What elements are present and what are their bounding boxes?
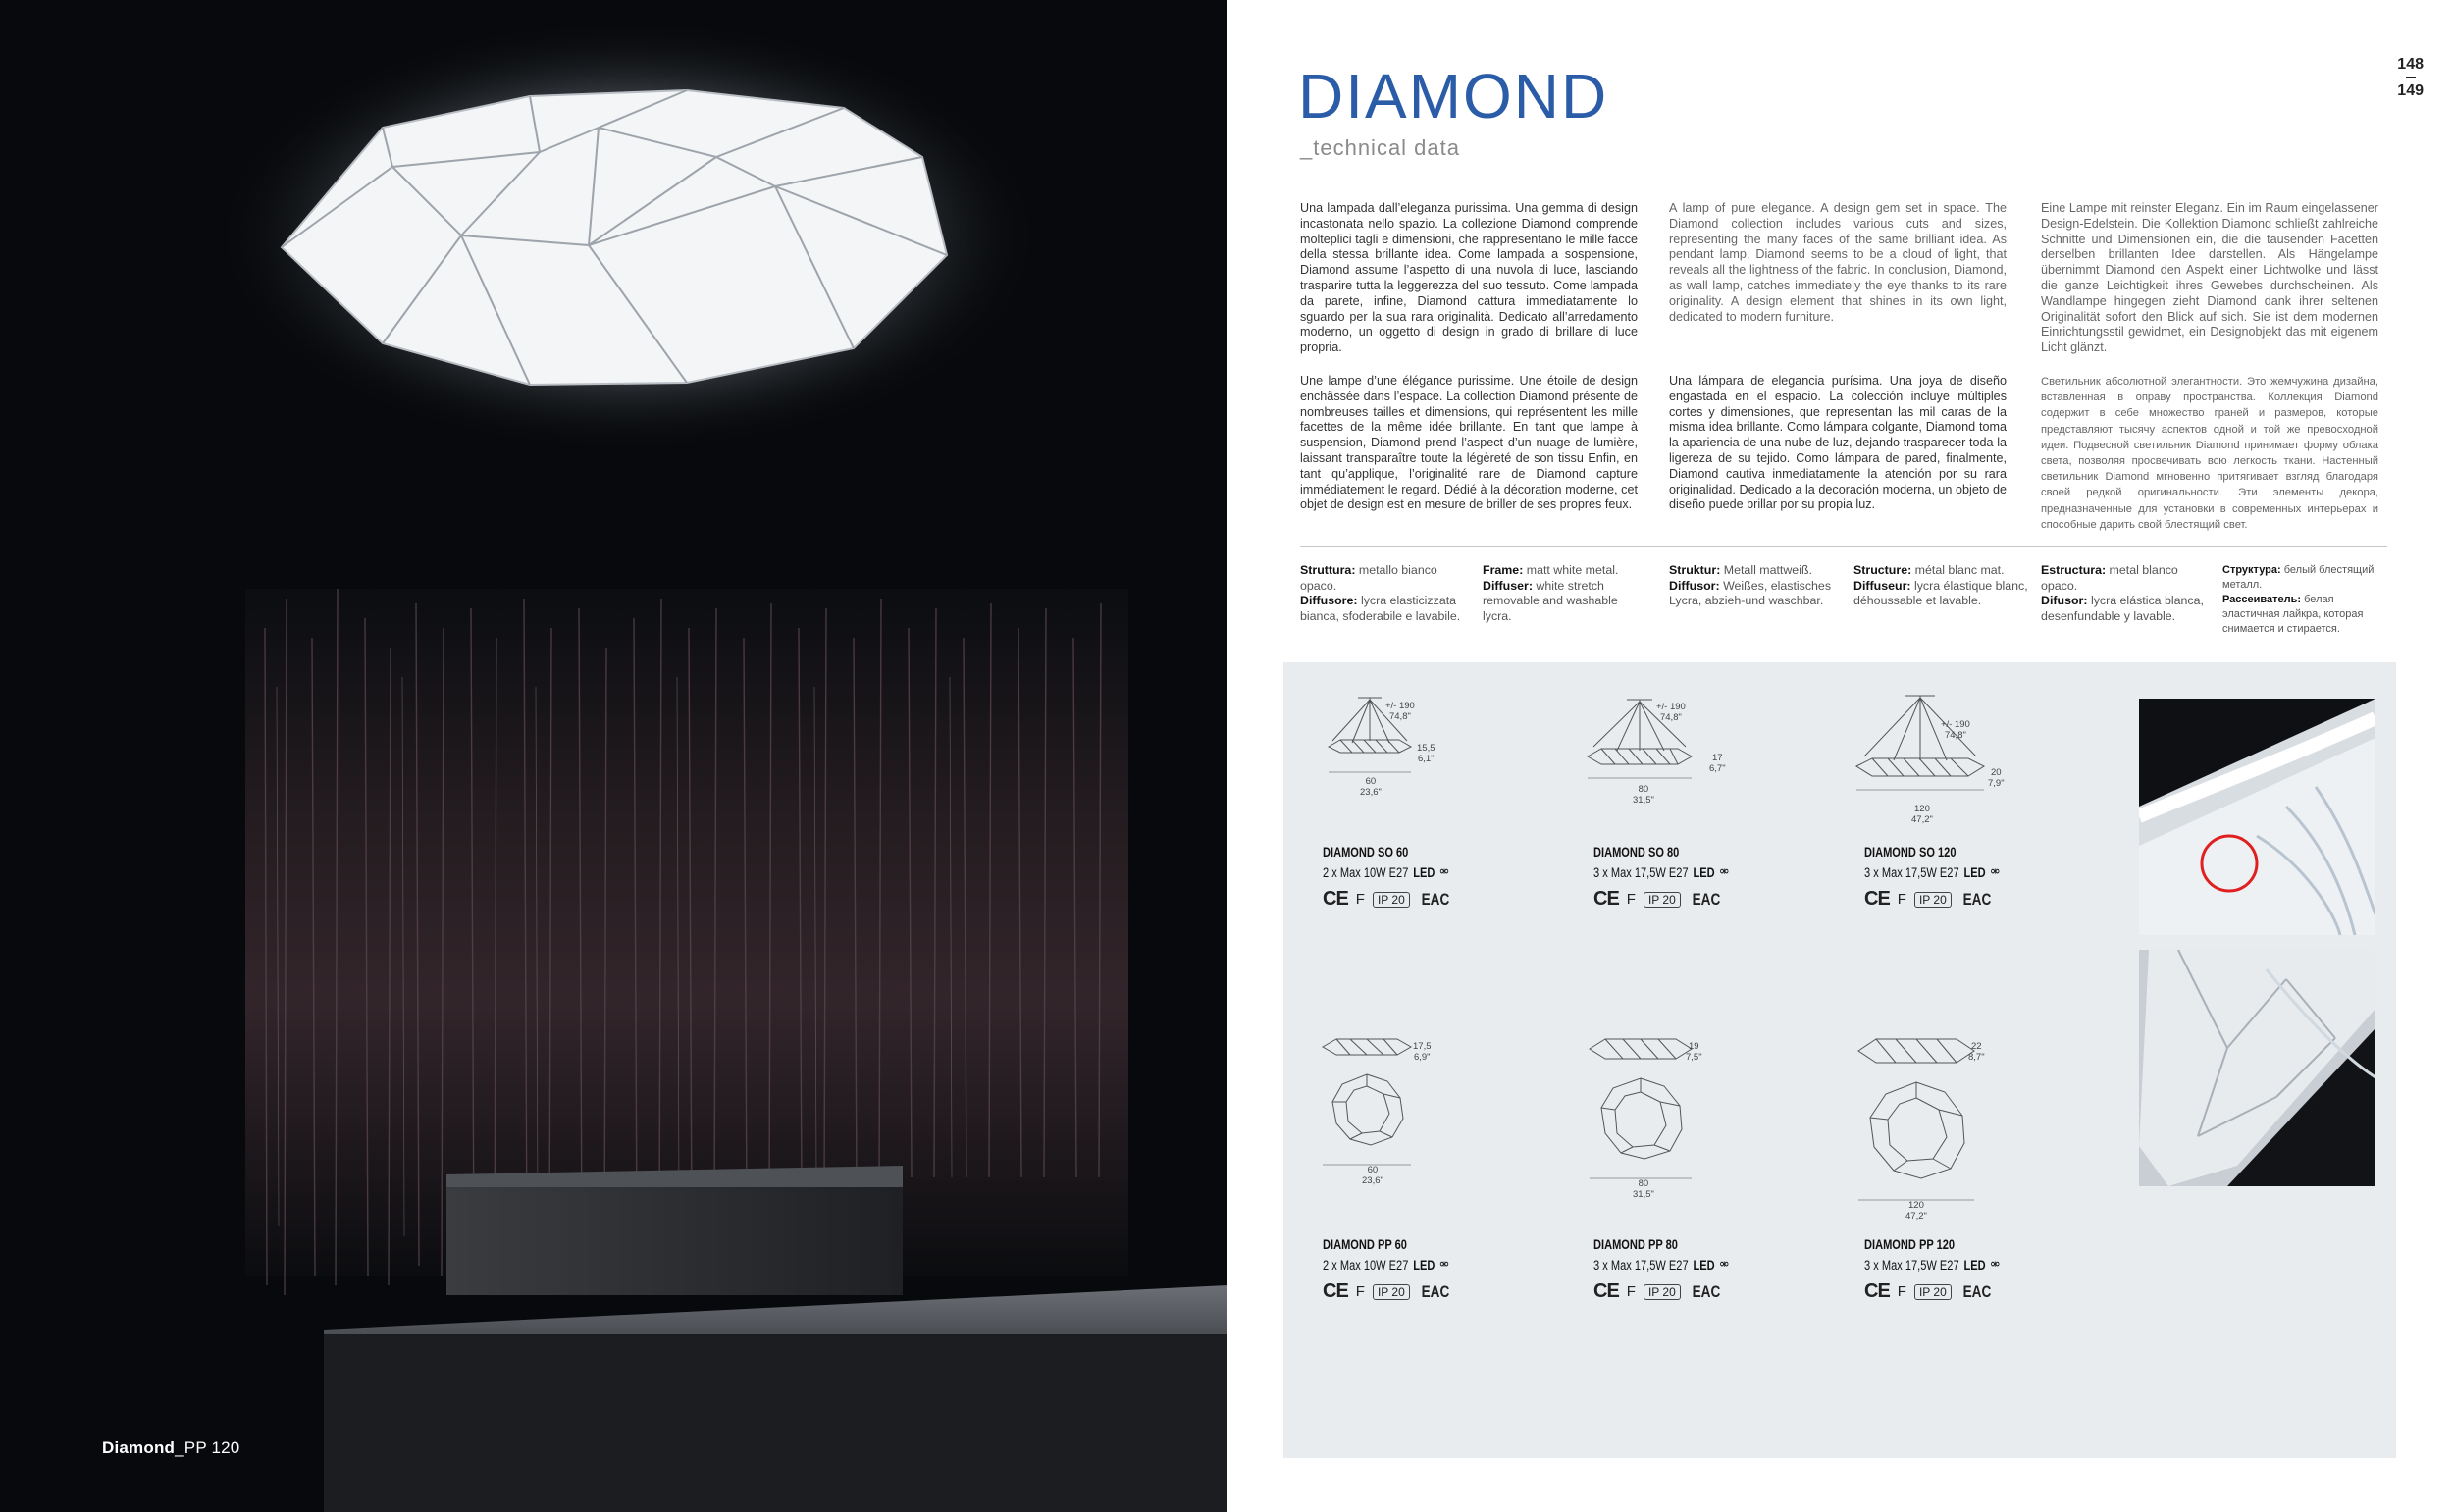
photo-caption: Diamond_PP 120 bbox=[102, 1438, 240, 1457]
product-pp120 bbox=[1864, 1237, 2029, 1303]
description-italian: Una lampada dall’eleganza purissima. Una gemma di design incastonata nello spazio. La collezione Diamond comprende molteplici tagli e dimensioni, che rappresentano le mille facce della stessa brillante idea. Come lampada a sospensione, Diamond assume l’aspetto di una nuvola di luce, lasciando trasparire tutta la leggerezza del suo tessuto. Come lampada da parete, infine, Diamond cattura immediatamente lo sguardo per la sua rara originalità. Dedicato all’arredamento moderno, un oggetto di design in grado di brillare di luce propria. bbox=[1300, 201, 1638, 355]
product-name: DIAMOND SO 80 bbox=[1593, 845, 1680, 860]
page-title: DIAMOND bbox=[1298, 61, 1609, 131]
f-mark-icon: F bbox=[1626, 1283, 1636, 1300]
bulb-icon: ⚮ bbox=[1990, 1257, 2000, 1272]
certification-marks: CE F IP 20 EAC bbox=[1323, 1280, 1450, 1302]
product-pp80 bbox=[1593, 1237, 1758, 1303]
so80-drawing bbox=[1578, 692, 1715, 790]
materials-spanish: Estructura: metal blanco opaco. Difusor: lycra elástica blanca, desenfundable y lavable. bbox=[2041, 563, 2204, 623]
product-name: DIAMOND PP 120 bbox=[1864, 1237, 1956, 1252]
bulb-icon: ⚮ bbox=[1990, 864, 2000, 879]
description-english: A lamp of pure elegance. A design gem set in space. The Diamond collection includes various cuts and sizes, representing the many faces of the same brilliant idea. As pendant lamp, Diamond seems to be a cloud of light, that reveals all the lightness of the fabric. In conclusion, Diamond, as wall lamp, catches immediately the eye thanks to its rare originality. A design element that shines in its own light, dedicated to modern furniture. bbox=[1669, 201, 2007, 324]
f-mark-icon: F bbox=[1355, 1283, 1365, 1300]
detail-photo-clip bbox=[2139, 699, 2375, 935]
product-so80 bbox=[1593, 845, 1758, 911]
certification-marks: CE F IP 20 EAC bbox=[1864, 1280, 1992, 1302]
description-german: Eine Lampe mit reinster Eleganz. Ein im Raum eingelassener Design-Edelstein. Die Kollektion Diamond schließt zahlreiche Schnitte und Dimensionen ein, die die tausenden Facetten derselben brillanten Idee darstellen. Als Hängelampe übernimmt Diamond den Aspekt einer Lichtwolke und lässt die ganze Leichtigkeit ihres Gewebes durchscheinen. Als Wandlampe hingegen zieht Diamond dank ihrer seltenen Originalität sofort den Blick auf sich. Sie ist dem modernen Einrichtungsstil gewidmet, ein Designobjekt das mit eigenem Licht glänzt. bbox=[2041, 201, 2378, 355]
f-mark-icon: F bbox=[1355, 891, 1365, 908]
detail-photo-edge bbox=[2139, 950, 2375, 1186]
product-spec: 3 x Max 17,5W E27 LED ⚮ bbox=[1593, 1257, 1729, 1273]
f-mark-icon: F bbox=[1897, 891, 1906, 908]
certification-marks: CE F IP 20 EAC bbox=[1323, 888, 1450, 910]
materials-italian: Struttura: metallo bianco opaco. Diffusore: lycra elasticizzata bianca, sfoderabile e lavabile. bbox=[1300, 563, 1461, 623]
page-number-right: 149 bbox=[2397, 82, 2424, 99]
description-russian: Светильник абсолютной элегантности. Это жемчужина дизайна, вставленная в оправу пространства. Коллекция Diamond содержит в себе множество граней и размеров, которые представляют тысячу аспектов одной и той же превосходной идеи. Подвесной светильник Diamond принимает форму облака света, позволяя просвечивать всю легкость ткани. Настенный светильник Diamond мгновенно притягивает взгляд благодаря своей редкой оригинальности. Эти элементы декора, предназначенные для установки в современных интерьерах и способные дарить свой блестящий свет. bbox=[2041, 376, 2378, 531]
product-name: DIAMOND SO 120 bbox=[1864, 845, 1957, 860]
technical-data-page bbox=[1227, 0, 2453, 1512]
product-pp60 bbox=[1323, 1237, 1477, 1303]
technical-panel: +/- 190 74,8" 15,5 6,1" 60 23,6" +/- 190 74,8" 17 6,7" 80 31,5" +/- 190 74,8" 20 7,9" 120 47,2" DIAMOND SO 60 2 x Max 10W E27 LED ⚮ CE F IP 20 EAC DIAMOND SO 80 3 x Max 17,5W E27 LED ⚮ CE F IP 20 EAC DIAMOND SO 120 3 x Max 17,5W E27 LED ⚮ CE F IP 20 EAC 17,5 6,9" 60 23,6" 19 7,5" 80 31,5" 22 8,7" 120 47,2" DIAMOND PP 60 2 x Max 10W E27 LED ⚮ CE F IP 20 EAC DIAMOND PP 80 3 x Max 17,5W E27 LED ⚮ CE F IP 20 EAC DIAMOND PP 120 3 x Max 17,5W E27 LED ⚮ CE F IP 20 EAC bbox=[1283, 662, 2396, 1458]
materials-english: Frame: matt white metal. Diffuser: white stretch removable and washable lycra. bbox=[1483, 563, 1619, 623]
materials-german: Struktur: Metall mattweiß. Diffusor: Weißes, elastisches Lycra, abzieh-und waschbar. bbox=[1669, 563, 1832, 608]
certification-marks: CE F IP 20 EAC bbox=[1593, 888, 1721, 910]
certification-marks: CE F IP 20 EAC bbox=[1864, 888, 1992, 910]
product-so60 bbox=[1323, 845, 1477, 911]
product-name: DIAMOND PP 60 bbox=[1323, 1237, 1407, 1252]
so120-drawing bbox=[1851, 692, 2008, 800]
page-number-left: 148 bbox=[2397, 56, 2424, 73]
divider bbox=[1300, 546, 2387, 547]
diamond-lamp bbox=[282, 90, 947, 385]
product-spec: 3 x Max 17,5W E27 LED ⚮ bbox=[1864, 864, 2000, 880]
bulb-icon: ⚮ bbox=[1439, 1257, 1449, 1272]
bulb-icon: ⚮ bbox=[1719, 1257, 1729, 1272]
f-mark-icon: F bbox=[1897, 1283, 1906, 1300]
bulb-icon: ⚮ bbox=[1439, 864, 1449, 879]
product-spec: 3 x Max 17,5W E27 LED ⚮ bbox=[1593, 864, 1729, 880]
product-so120 bbox=[1864, 845, 2029, 911]
product-spec: 2 x Max 10W E27 LED ⚮ bbox=[1323, 864, 1449, 880]
product-spec: 2 x Max 10W E27 LED ⚮ bbox=[1323, 1257, 1449, 1273]
description-spanish: Una lámpara de elegancia purísima. Una joya de diseño engastada en el espacio. La colección incluye múltiples cortes y dimensiones, que representan las mil caras de la misma idea brillante. Como lámpara colgante, Diamond toma la apariencia de una nube de luz, dejando trasparecer toda la ligereza de su tejido. Como lámpara de pared, finalmente, Diamond cautiva inmediatamente la atención por su rara originalidad. Dedicado a la decoración moderna, un objeto de diseño puede brillar por su propia luz. bbox=[1669, 374, 2007, 512]
product-name: DIAMOND PP 80 bbox=[1593, 1237, 1678, 1252]
page-subtitle: _technical data bbox=[1300, 135, 1460, 160]
bulb-icon: ⚮ bbox=[1719, 864, 1729, 879]
materials-russian: Структура: белый блестящий металл. Рассеиватель: белая эластичная лайкра, которая снимается и стирается. bbox=[2222, 564, 2375, 635]
so60-drawing bbox=[1313, 692, 1450, 790]
certification-marks: CE F IP 20 EAC bbox=[1593, 1280, 1721, 1302]
materials-french: Structure: métal blanc mat. Diffuseur: lycra élastique blanc, déhoussable et lavable. bbox=[1853, 563, 2028, 608]
f-mark-icon: F bbox=[1626, 891, 1636, 908]
page-numbers bbox=[2397, 55, 2424, 100]
description-french: Une lampe d’une élégance purissime. Une étoile de design enchâssée dans l’espace. La collection Diamond présente de nombreuses tailles et dimensions, qui représentent les mille facettes de la même idée brillante. En tant que lampe à suspension, Diamond prend l’aspect d’un nuage de lumière, laissant transparaître toute la légèreté de son tissu Enfin, en tant qu’applique, l’originalité rare de Diamond capture immédiatement le regard. Dédié à la décoration moderne, cet objet de design est en mesure de briller de ses propres feux. bbox=[1300, 374, 1638, 512]
product-spec: 3 x Max 17,5W E27 LED ⚮ bbox=[1864, 1257, 2000, 1273]
product-name: DIAMOND SO 60 bbox=[1323, 845, 1409, 860]
